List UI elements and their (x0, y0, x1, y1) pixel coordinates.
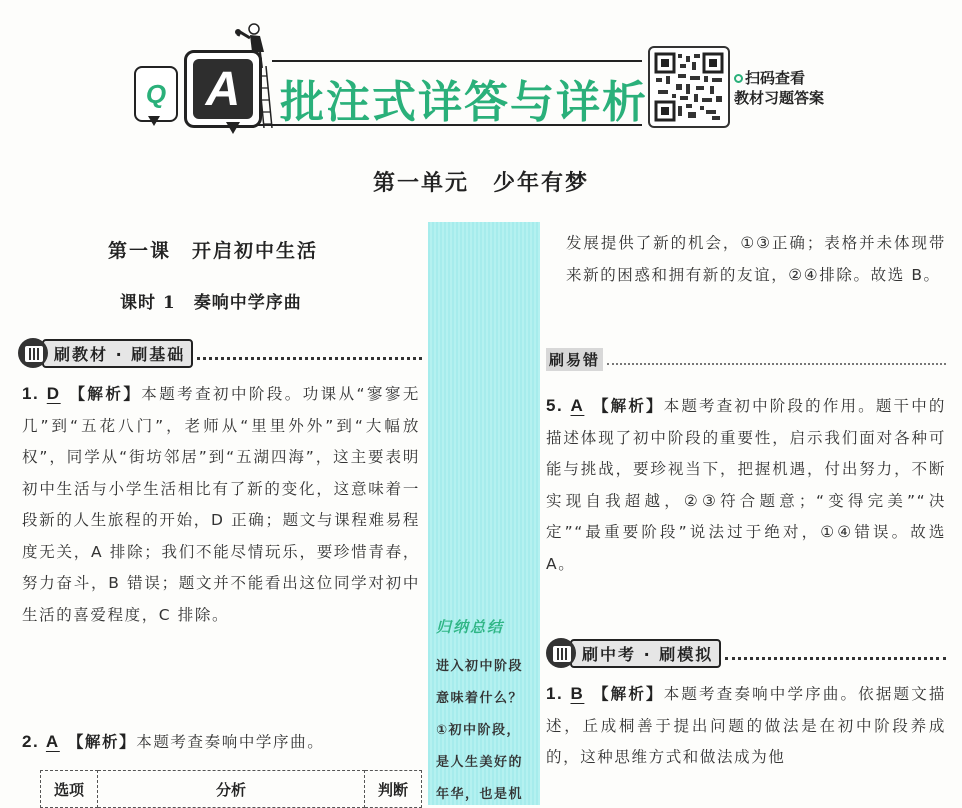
sidebar-strip (428, 222, 540, 805)
answer-letter: A (570, 396, 585, 415)
a-speech-bubble (184, 50, 262, 128)
section-label: 刷中考 · 刷模拟 (570, 639, 721, 668)
continued-answer: 发展提供了新的机会，①③正确；表格并未体现带来新的困惑和拥有新的友谊，②④排除。故选 B。 (566, 234, 946, 284)
a-letter: A (205, 62, 241, 116)
answer-letter: D (46, 384, 61, 403)
header-judgment: 判断 (365, 771, 422, 808)
question-number: 2. (22, 732, 40, 751)
answer-q2 (22, 726, 420, 759)
section-header-exam (546, 638, 946, 668)
unit-title: 第一单元 少年有梦 (372, 171, 589, 196)
q-letter: Q (145, 78, 167, 109)
analysis-tag: 【解析】 (67, 733, 137, 751)
qr-code[interactable] (648, 46, 730, 128)
options-table (40, 770, 422, 808)
section-header-error-prone (546, 348, 946, 371)
sidebar-line: 进入初中阶段 (436, 659, 524, 674)
analysis-text: 本题考查奏响中学序曲。 (136, 733, 325, 751)
answer-q5 (546, 390, 946, 580)
answer-letter: B (570, 684, 585, 703)
brush-icon (546, 638, 576, 668)
table-header-row (41, 771, 422, 808)
lesson-subtitle: 课时 1 奏响中学序曲 (120, 293, 302, 313)
analysis-tag: 【解析】 (592, 397, 664, 415)
a-bubble-tail (226, 122, 240, 134)
question-number: 1. (22, 384, 40, 403)
qr-caption-line2: 教材习题答案 (734, 89, 825, 107)
section-label: 刷易错 (546, 348, 603, 371)
dotted-leader (197, 347, 422, 360)
sidebar-line: 年华，也是机 (436, 787, 524, 802)
sidebar-line: 意味着什么？ (436, 691, 524, 706)
dotted-leader (607, 355, 946, 365)
question-number: 1. (546, 684, 564, 703)
sidebar-line: ①初中阶段， (436, 723, 522, 738)
analysis-text: 本题考查初中阶段。功课从“寥寥无几”到“五花八门”，老师从“里里外外”到“大幅放权”，同学从“街坊邻居”到“五湖四海”，这主要表明初中生活与小学生活相比有了新的变化，这意味着一段新的人生旅程的开始，D 正确；题文与课程难易程度无关，A 排除；我们不能尽情玩乐，要珍惜青春，努力奋斗，B 错误；题文并不能看出这位同学对初中生活的喜爱程度，C 排除。 (22, 385, 420, 624)
analysis-text: 本题考查奏响中学序曲。依据题文描述，丘成桐善于提出问题的做法是在初中阶段养成的，这种思维方式和做法成为他 (546, 685, 946, 766)
analysis-tag: 【解析】 (68, 385, 142, 403)
question-number: 5. (546, 396, 564, 415)
qr-caption (734, 68, 824, 108)
header-analysis: 分析 (98, 771, 365, 808)
answer-q1 (22, 378, 420, 631)
section-label: 刷教材 · 刷基础 (42, 339, 193, 368)
analysis-text: 本题考查初中阶段的作用。题干中的描述体现了初中阶段的重要性，启示我们面对各种可能与挑战，要珍视当下，把握机遇，付出努力，不断实现自我超越，②③符合题意；“变得完美”“决定”“最重要阶段”说法过于绝对，①④错误。故选 A。 (546, 397, 946, 573)
banner-rule-top (272, 60, 642, 62)
header-option: 选项 (41, 771, 98, 808)
bullet-icon (734, 74, 743, 83)
lesson-title: 第一课 开启初中生活 (108, 240, 319, 262)
analysis-tag: 【解析】 (592, 685, 664, 703)
section-header-textbook (18, 338, 422, 368)
sidebar-heading: 归纳总结 (436, 618, 505, 636)
q-bubble-tail (148, 116, 160, 126)
qr-caption-line1: 扫码查看 (745, 69, 806, 87)
answer-exam-q1 (546, 678, 946, 774)
brush-icon (18, 338, 48, 368)
sidebar-line: 是人生美好的 (436, 755, 524, 770)
a-letter-box (193, 59, 253, 119)
q-speech-bubble (134, 66, 178, 122)
banner-title: 批注式详答与详析 (280, 77, 648, 128)
dotted-leader (725, 647, 946, 660)
answer-letter: A (45, 732, 60, 751)
